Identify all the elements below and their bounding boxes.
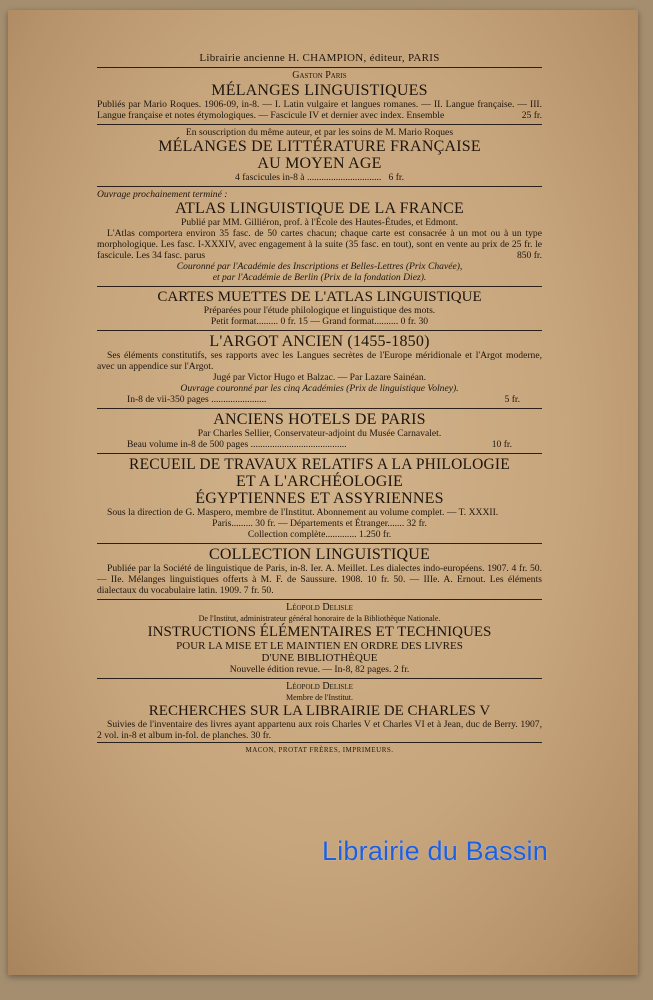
entry-price: 10 fr. [491, 439, 512, 450]
divider [97, 286, 542, 287]
entry-description: L'Atlas comportera environ 35 fasc. de 50 cartes chacun; chaque carte est consacrée à un mot ou à un type morphologique. Les fasc. I-XXXIV, avec engagement à la suite (35 fasc. en tout), sont en vente au prix de 25 fr. le fascicule. Les 34 fasc. parus 850 fr. [97, 228, 542, 261]
entry-subtitle: Publié par MM. Gilliéron, prof. à l'École des Hautes-Études, et Edmont. [181, 217, 458, 228]
entry-text: Publiés par Mario Roques. 1906-09, in-8. — I. Latin vulgaire et langues romanes. — II. Langue française. — III. Langue française et notes étymologiques. — Fascicule IV et dernier avec index. Ensemble [97, 99, 542, 121]
entry-award-2: et par l'Académie de Berlin (Prix de la fondation Diez). [212, 272, 427, 283]
entry-role: Membre de l'Institut. [286, 693, 353, 702]
divider [97, 543, 542, 544]
entry-description: Sous la direction de G. Maspero, membre de l'Institut. Abonnement au volume complet. — T. XXXII. [107, 507, 499, 518]
entry-title: MÉLANGES LINGUISTIQUES [211, 82, 428, 99]
entry-intro: En souscription du même auteur, et par les soins de M. Mario Roques [185, 127, 454, 138]
entry-description [97, 99, 542, 121]
divider [97, 330, 542, 331]
divider [97, 408, 542, 409]
entry-price: 850 fr. [516, 250, 542, 261]
entry-price-line: 4 fascicules in-8 à ............................... 6 fr. [235, 172, 404, 183]
entry-title-2: AU MOYEN AGE [257, 155, 382, 172]
divider [97, 186, 542, 187]
entry-cartes-muettes [97, 289, 542, 327]
entry-role: De l'Institut, administrateur général honoraire de la Bibliothèque Nationale. [198, 614, 441, 623]
divider [97, 67, 542, 68]
entry-edition: Nouvelle édition revue. — In-8, 82 pages. 2 fr. [229, 664, 410, 675]
divider [97, 124, 542, 125]
entry-author: Léopold Delisle [286, 681, 353, 692]
entry-intro: Ouvrage prochainement terminé : [97, 189, 228, 200]
entry-subtitle: Préparées pour l'étude philologique et linguistique des mots. [203, 305, 436, 316]
catalog-page [97, 47, 542, 754]
publisher-line: Librairie ancienne H. CHAMPION, éditeur, PARIS [199, 52, 440, 64]
entry-judge: Jugé par Victor Hugo et Balzac. — Par Lazare Sainéan. [212, 372, 427, 383]
entry-description: Suivies de l'inventaire des livres ayant appartenu aux rois Charles V et Charles VI et à Jean, duc de Berry. 1907, 2 vol. in-8 et album in-fol. de planches. 30 fr. [97, 719, 542, 741]
entry-subtitle: POUR LA MISE ET LE MAINTIEN EN ORDRE DES LIVRES [176, 640, 463, 652]
entry-argot-ancien [97, 333, 542, 405]
entry-price-line: In-8 de vii-350 pages ....................... 5 fr. [127, 394, 520, 405]
entry-title: RECUEIL DE TRAVAUX RELATIFS A LA PHILOLOGIE [129, 456, 510, 473]
divider [97, 453, 542, 454]
entry-title: COLLECTION LINGUISTIQUE [208, 546, 430, 563]
entry-collection-linguistique [97, 546, 542, 596]
entry-price: 5 fr. [504, 394, 520, 405]
divider [97, 678, 542, 679]
entry-recueil-travaux [97, 456, 542, 540]
entry-atlas-linguistique [97, 189, 542, 283]
entry-title: CARTES MUETTES DE L'ATLAS LINGUISTIQUE [157, 289, 482, 305]
entry-title: RECHERCHES SUR LA LIBRAIRIE DE CHARLES V [148, 703, 491, 719]
entry-anciens-hotels [97, 411, 542, 450]
entry-melanges-litterature [97, 127, 542, 183]
entry-subtitle: Par Charles Sellier, Conservateur-adjoint du Musée Carnavalet. [197, 428, 442, 439]
entry-award: Ouvrage couronné par les cinq Académies (Prix de linguistique Volney). [180, 383, 459, 394]
divider [97, 599, 542, 600]
entry-instructions-elementaires [97, 602, 542, 675]
entry-price: 6 fr. [388, 172, 404, 183]
entry-recherches-librairie [97, 681, 542, 741]
entry-melanges-linguistiques [97, 70, 542, 121]
entry-price-line: Beau volume in-8 de 500 pages ........................................ 10 fr. [127, 439, 512, 450]
entry-title: INSTRUCTIONS ÉLÉMENTAIRES ET TECHNIQUES [147, 624, 492, 640]
entry-price: 25 fr. [521, 110, 542, 121]
entry-price-line-2: Collection complète............. 1.250 fr. [247, 529, 392, 540]
entry-author: Léopold Delisle [286, 602, 353, 613]
entry-description: Ses éléments constitutifs, ses rapports avec les Langues secrètes de l'Europe méridionale et l'Argot moderne, avec un appendice sur l'Argot. [97, 350, 542, 372]
entry-price-line: Petit format......... 0 fr. 15 — Grand format.......... 0 fr. 30 [210, 316, 429, 327]
entry-description: Publiée par la Société de linguistique de Paris, in-8. Ier. A. Meillet. Les dialectes indo-européens. 1907. 4 fr. 50. — IIe. Mélanges linguistiques offerts à M. F. de Saussure. 1908. 10 fr. 50. — IIIe. A. Ernout. Les éléments dialectaux du vocabulaire latin. 1909. 7 fr. 50. [97, 563, 542, 596]
entry-title: L'ARGOT ANCIEN (1455-1850) [209, 333, 430, 350]
entry-title: MÉLANGES DE LITTÉRATURE FRANÇAISE [158, 138, 481, 155]
entry-title-2: ET A L'ARCHÉOLOGIE [235, 473, 404, 490]
entry-price-line: Paris......... 30 fr. — Départements et Étranger....... 32 fr. [212, 518, 427, 529]
divider [97, 742, 542, 743]
entry-title: ANCIENS HOTELS DE PARIS [213, 411, 426, 428]
entry-title-3: ÉGYPTIENNES ET ASSYRIENNES [195, 490, 444, 507]
entry-subtitle-2: D'UNE BIBLIOTHÈQUE [261, 652, 378, 664]
watermark-text: Librairie du Bassin [322, 836, 548, 866]
entry-author: Gaston Paris [292, 70, 347, 81]
printer-line: MACON, PROTAT FRÈRES, IMPRIMEURS. [245, 746, 394, 754]
entry-title: ATLAS LINGUISTIQUE DE LA FRANCE [175, 200, 464, 217]
entry-award: Couronné par l'Académie des Inscriptions et Belles-Lettres (Prix Chavée), [176, 261, 463, 272]
